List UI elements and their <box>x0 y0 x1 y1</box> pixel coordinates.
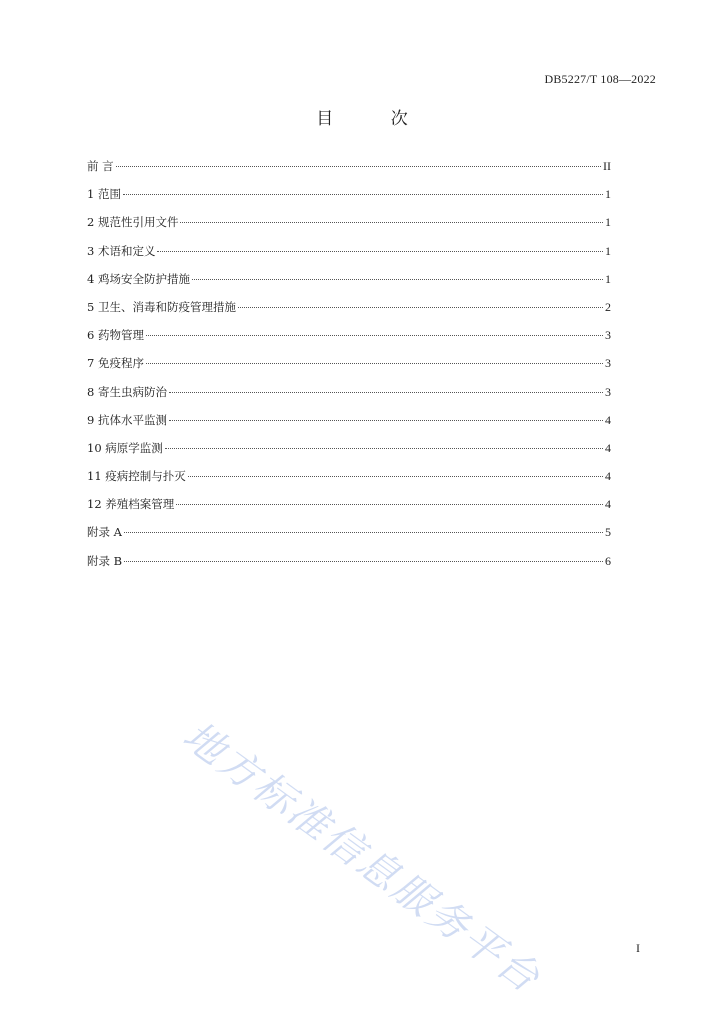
toc-entry-label: 11 疫病控制与扑灭 <box>87 469 186 484</box>
toc-leader-dots <box>188 476 603 477</box>
toc-leader-dots <box>169 420 603 421</box>
toc-leader-dots <box>123 194 603 195</box>
toc-entry-page: II <box>603 159 611 173</box>
toc-leader-dots <box>124 532 603 533</box>
toc-leader-dots <box>116 166 601 167</box>
toc-entry-label: 8 寄生虫病防治 <box>87 384 167 399</box>
toc-entry-page: 4 <box>605 469 611 484</box>
toc-entry-page: 4 <box>605 440 611 455</box>
toc-entry-safety-measures[interactable] <box>87 271 611 299</box>
toc-entry-label: 6 药物管理 <box>87 328 144 343</box>
toc-entry-page: 4 <box>605 497 611 512</box>
toc-entry-page: 1 <box>605 187 611 202</box>
toc-entry-label: 9 抗体水平监测 <box>87 412 167 427</box>
toc-entry-normative-references[interactable] <box>87 214 611 242</box>
toc-entry-scope[interactable] <box>87 186 611 214</box>
toc-entry-antibody-monitoring[interactable] <box>87 412 611 440</box>
toc-entry-disease-control[interactable] <box>87 468 611 496</box>
page-number: I <box>636 941 640 955</box>
toc-entry-page: 3 <box>605 384 611 399</box>
toc-leader-dots <box>124 561 603 562</box>
toc-entry-appendix-a[interactable] <box>87 524 611 552</box>
toc-entry-label: 3 术语和定义 <box>87 243 156 258</box>
toc-entry-label: 10 病原学监测 <box>87 440 163 455</box>
toc-entry-label: 附录 A <box>87 525 122 540</box>
toc-entry-page: 1 <box>605 271 611 286</box>
toc-leader-dots <box>146 335 603 336</box>
toc-entry-page: 4 <box>605 412 611 427</box>
toc-leader-dots <box>176 504 603 505</box>
toc-entry-immunization[interactable] <box>87 355 611 383</box>
watermark: 地方标准信息服务平台 <box>174 712 550 1003</box>
toc-entry-page: 2 <box>605 299 611 314</box>
toc-entry-drug-management[interactable] <box>87 327 611 355</box>
toc-entry-label: 5 卫生、消毒和防疫管理措施 <box>87 299 236 314</box>
toc-entry-page: 6 <box>605 553 611 568</box>
standard-code: DB5227/T 108—2022 <box>544 72 656 86</box>
toc-entry-parasite-control[interactable] <box>87 384 611 412</box>
toc-entry-page: 3 <box>605 328 611 343</box>
table-of-contents <box>87 158 611 581</box>
toc-leader-dots <box>192 279 603 280</box>
toc-entry-terms[interactable] <box>87 243 611 271</box>
toc-leader-dots <box>169 392 603 393</box>
toc-entry-records[interactable] <box>87 496 611 524</box>
toc-leader-dots <box>180 222 603 223</box>
toc-entry-page: 3 <box>605 356 611 371</box>
toc-entry-label: 附录 B <box>87 553 123 568</box>
toc-entry-page: 1 <box>605 215 611 230</box>
toc-entry-hygiene[interactable] <box>87 299 611 327</box>
toc-leader-dots <box>238 307 603 308</box>
toc-leader-dots <box>146 363 603 364</box>
toc-entry-page: 1 <box>605 243 611 258</box>
toc-leader-dots <box>165 448 603 449</box>
toc-title: 目 次 <box>316 109 434 129</box>
toc-entry-label: 7 免疫程序 <box>87 356 144 371</box>
toc-entry-label: 12 养殖档案管理 <box>87 497 175 512</box>
toc-entry-label: 2 规范性引用文件 <box>87 215 179 230</box>
toc-entry-foreword[interactable] <box>87 158 611 186</box>
toc-entry-page: 5 <box>605 525 611 540</box>
toc-entry-label: 前 言 <box>87 159 114 173</box>
toc-entry-label: 1 范围 <box>87 187 121 202</box>
toc-entry-pathogen-monitoring[interactable] <box>87 440 611 468</box>
toc-leader-dots <box>157 251 603 252</box>
toc-entry-label: 4 鸡场安全防护措施 <box>87 271 190 286</box>
toc-entry-appendix-b[interactable] <box>87 553 611 581</box>
